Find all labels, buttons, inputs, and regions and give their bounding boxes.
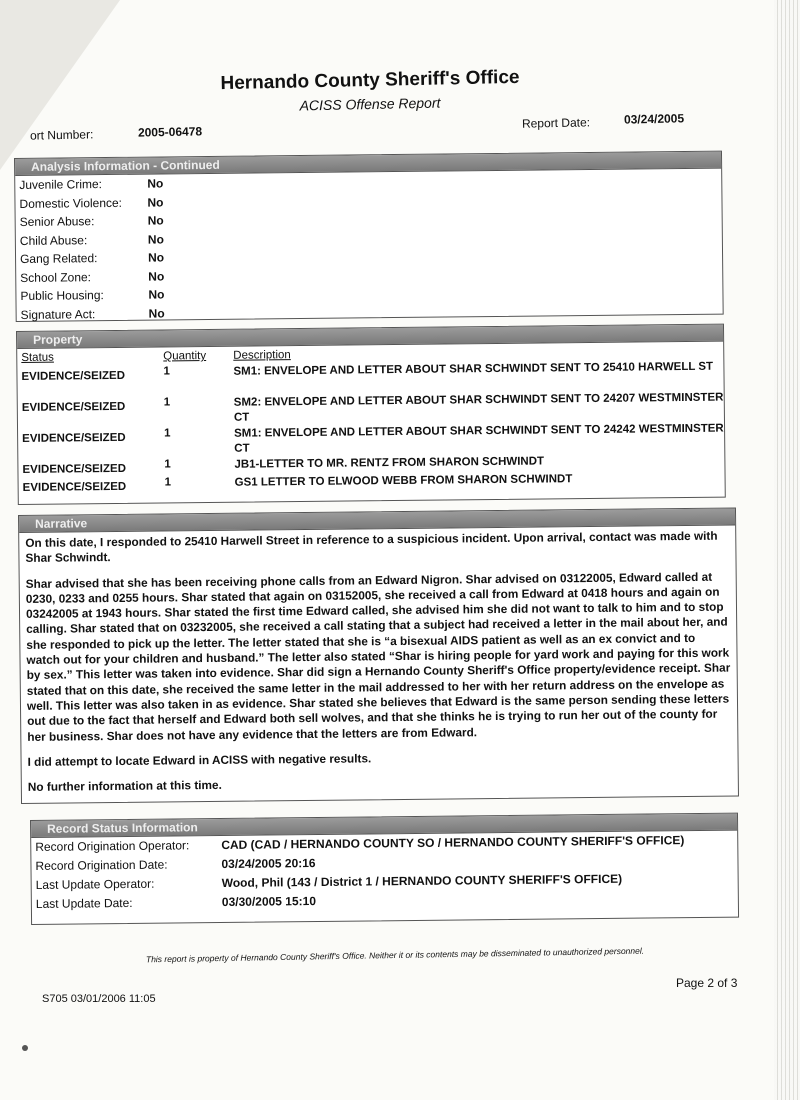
record-status-rows [31, 831, 738, 914]
property-status: EVIDENCE/SEIZED [22, 480, 127, 494]
analysis-label: Gang Related: [19, 251, 98, 266]
report-number-value: 2005-06478 [137, 124, 203, 140]
analysis-label: Signature Act: [20, 306, 96, 322]
record-status-label: Record Origination Date: [35, 857, 168, 873]
form-identifier: S705 03/01/2006 11:05 [42, 993, 156, 1005]
scan-speck [22, 1045, 28, 1051]
analysis-value: No [147, 231, 164, 247]
record-status-section-title: Record Status Information [31, 814, 737, 838]
property-quantity: 1 [163, 396, 171, 409]
analysis-label: Child Abuse: [19, 232, 88, 248]
property-description: SM1: ENVELOPE AND LETTER ABOUT SHAR SCHWINDT SENT TO 25410 HARWELL ST [233, 360, 714, 378]
record-status-value: 03/30/2005 15:10 [221, 894, 317, 909]
confidentiality-notice: This report is property of Hernando County Sheriff's Office. Neither it or its contents may be disseminated to unauthorized personnel. [145, 945, 645, 965]
narrative-text [19, 525, 738, 795]
analysis-section [14, 151, 724, 322]
quantity-column-header: Quantity [163, 350, 207, 363]
record-status-value: CAD (CAD / HERNANDO COUNTY SO / HERNANDO COUNTY SHERIFF'S OFFICE) [221, 833, 685, 852]
property-quantity: 1 [163, 365, 170, 378]
analysis-value: No [147, 250, 165, 265]
property-section [16, 324, 726, 505]
analysis-value: No [148, 305, 165, 321]
property-description: GS1 LETTER TO ELWOOD WEBB FROM SHARON SCHWINDT [234, 473, 573, 489]
narrative-section [18, 507, 739, 804]
report-type-subtitle: ACISS Offense Report [299, 94, 441, 114]
record-status-value: Wood, Phil (143 / District 1 / HERNANDO COUNTY SHERIFF'S OFFICE) [221, 871, 623, 890]
folded-corner [0, 0, 120, 170]
property-status: EVIDENCE/SEIZED [21, 400, 126, 414]
report-number-label: ort Number: [29, 127, 94, 143]
report-date-value: 03/24/2005 [623, 111, 685, 127]
analysis-value: No [147, 194, 164, 210]
analysis-value: No [147, 176, 164, 191]
status-column-header: Status [21, 351, 54, 364]
record-status-label: Last Update Date: [35, 895, 133, 911]
property-status: EVIDENCE/SEIZED [21, 369, 126, 383]
property-quantity: 1 [164, 476, 172, 489]
property-quantity: 1 [164, 458, 171, 471]
record-status-label: Last Update Operator: [35, 876, 155, 892]
analysis-section-title: Analysis Information - Continued [15, 152, 721, 176]
analysis-value: No [148, 268, 165, 284]
narrative-paragraph: I did attempt to locate Edward in ACISS with negative results. [27, 751, 372, 769]
property-section-title: Property [17, 325, 723, 349]
paper-stack-edge [774, 0, 800, 1100]
property-quantity: 1 [164, 427, 171, 440]
property-status: EVIDENCE/SEIZED [22, 462, 127, 476]
analysis-label: Domestic Violence: [19, 195, 123, 211]
narrative-paragraph: On this date, I responded to 25410 Harwell Street in reference to a suspicious incident. Upon arrival, contact was made with Shar Schwindt. [25, 528, 718, 566]
analysis-value: No [148, 287, 165, 302]
record-status-label: Record Origination Operator: [35, 838, 190, 854]
record-status-value: 03/24/2005 20:16 [221, 856, 316, 871]
property-description: SM2: ENVELOPE AND LETTER ABOUT SHAR SCHWINDT SENT TO 24207 WESTMINSTER CT [233, 391, 724, 424]
report-date-label: Report Date: [521, 115, 591, 131]
agency-title: Hernando County Sheriff's Office [220, 66, 520, 95]
analysis-label: Public Housing: [20, 288, 104, 303]
narrative-section-title: Narrative [19, 508, 735, 532]
analysis-rows [15, 169, 723, 324]
analysis-label: Senior Abuse: [19, 214, 95, 229]
page-number: Page 2 of 3 [676, 976, 738, 990]
narrative-paragraph: Shar advised that she has been receiving phone calls from an Edward Nigron. Shar advised on 03122005, Edward called at 0230, 0233 and 0255 hours. Shar stated that again on 03152005, she received a call from Edward at 0418 hours and again on 03242005 at 1943 hours. Shar stated the first time Edward called, she advised him she did not want to talk to him and to stop calling. Shar stated that on 03232005, she received a call stating that a subject had received a letter in the mail about her, and she responded to pick up the letter. The letter stated that she is “a bisexual AIDS patient as well as an ex convict and to watch out for your children and husband.” The letter also stated “Shar is hiring people for yard work and paying for this work by sex.” This letter was taken into evidence. Shar did sign a Hernando County Sheriff's Office property/evidence receipt. Shar stated that on this date, she received the same letter in the mail addressed to her with her return address on the envelope as well. This letter was also taken in as evidence. Shar stated she believes that Edward is the same person sending these letters out due to the fact that herself and Edward both sell wolves, and that she thinks he is trying to run her out of the county for her business. Shar does not have any evidence that the letters are from Edward. [25, 569, 731, 744]
property-description: JB1-LETTER TO MR. RENTZ FROM SHARON SCHWINDT [234, 455, 545, 471]
analysis-value: No [147, 213, 164, 228]
record-status-section [30, 813, 739, 925]
analysis-label: School Zone: [20, 269, 92, 285]
property-status: EVIDENCE/SEIZED [22, 431, 126, 445]
analysis-label: Juvenile Crime: [19, 177, 103, 192]
narrative-paragraph: No further information at this time. [27, 778, 222, 795]
property-description: SM1: ENVELOPE AND LETTER ABOUT SHAR SCHWINDT SENT TO 24242 WESTMINSTER CT [234, 422, 724, 455]
property-rows [17, 360, 724, 496]
description-column-header: Description [233, 349, 291, 362]
